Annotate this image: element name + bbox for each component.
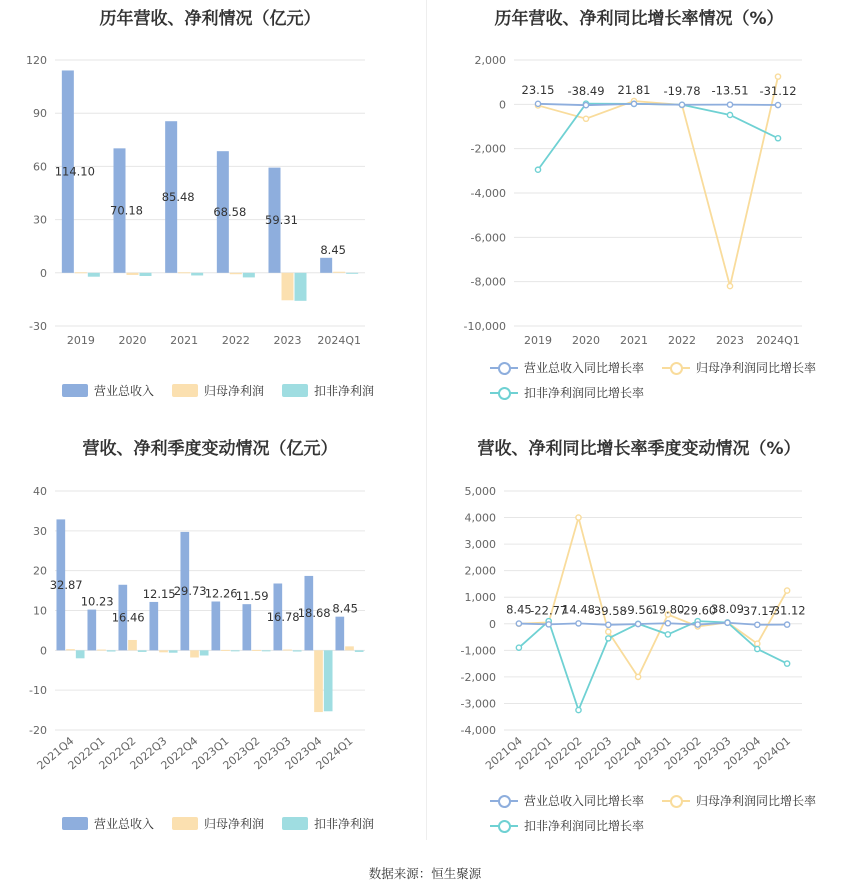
quarterly-growth-point-net-profit [755, 641, 760, 646]
quarterly-growth-point-deducted-profit [606, 636, 611, 641]
annual-growth-y-tick: -10,000 [463, 320, 506, 333]
data-source: 数据来源：恒生聚源 [368, 866, 482, 881]
quarterly-amount-bar-net-profit [221, 650, 230, 651]
quarterly-amount-bar-revenue [211, 601, 220, 650]
quarterly-amount-bar-deducted-profit [169, 650, 178, 652]
annual-amount-bar-deducted-profit [346, 273, 358, 274]
quarterly-amount-y-tick: 20 [33, 564, 47, 578]
quarterly-growth-data-label: -29.60 [679, 603, 717, 618]
quarterly-amount-y-tick: -10 [29, 684, 47, 698]
quarterly-growth-line-deducted-profit [519, 621, 787, 710]
quarterly-amount-bar-deducted-profit [107, 650, 116, 651]
quarterly-amount-data-label: 16.46 [111, 610, 145, 625]
quarterly-amount-data-label: 18.68 [297, 606, 331, 621]
quarterly-amount-bar-net-profit [252, 650, 261, 651]
quarterly-amount-bar-revenue [87, 610, 96, 651]
legend-q-revenue-growth-marker [490, 794, 518, 808]
quarterly-amount-data-label: 32.87 [49, 577, 83, 592]
quarterly-growth-y-tick: 4,000 [464, 511, 496, 525]
quarterly-amount-data-label: 29.73 [173, 584, 207, 599]
quarterly-amount-x-tick: 2023Q4 [282, 734, 325, 773]
quarterly-growth-point-revenue [516, 621, 521, 626]
quarterly-amount-y-tick: 0 [40, 644, 47, 658]
quarterly-growth-data-label: -37.17 [738, 603, 776, 618]
quarterly-growth-point-net-profit [606, 629, 611, 634]
quarterly-amount-bar-revenue [335, 617, 344, 651]
quarterly-amount-y-tick: 30 [33, 524, 47, 538]
quarterly-growth-x-tick: 2024Q1 [751, 734, 794, 773]
quarterly-amount-data-label: 16.78 [266, 609, 300, 624]
quarterly-amount-data-label: 12.15 [142, 586, 176, 601]
vertical-divider [426, 0, 427, 840]
quarterly-growth-data-label: 8.45 [506, 602, 532, 617]
quarterly-growth-point-revenue [785, 622, 790, 627]
legend-q-net-profit-growth-marker [662, 794, 690, 808]
annual-amount-bar-net-profit [178, 272, 190, 273]
annual-amount-bar-net-profit [230, 273, 242, 274]
legend-q-revenue[interactable] [62, 815, 154, 832]
quarterly-growth-x-tick: 2023Q2 [661, 734, 704, 773]
quarterly-amount-data-label: 12.26 [204, 586, 238, 601]
legend-q-revenue-growth-label: 营业总收入同比增长率 [524, 794, 645, 808]
quarterly-growth-data-label: 14.48 [562, 602, 595, 617]
quarterly-amount-x-tick: 2023Q1 [189, 734, 232, 773]
annual-growth-point-revenue [727, 102, 732, 107]
quarterly-amount-x-tick: 2023Q3 [251, 734, 294, 773]
legend-q-deducted-profit-growth-label: 扣非净利润同比增长率 [524, 819, 645, 833]
annual-growth-y-tick: 0 [499, 98, 506, 112]
quarterly-growth-point-net-profit [576, 515, 581, 520]
quarterly-amount-y-tick: 10 [33, 604, 47, 618]
annual-amount-bar-net-profit [282, 273, 294, 300]
legend-q-revenue-swatch [62, 817, 88, 830]
quarterly-growth-point-deducted-profit [516, 645, 521, 650]
legend-q-deducted-profit-label: 扣非净利润 [314, 817, 375, 831]
legend-net-profit-growth[interactable] [662, 359, 816, 376]
annual-amount-data-label: 114.10 [54, 164, 95, 179]
quarterly-amount-x-tick: 2024Q1 [313, 734, 356, 773]
annual-amount-data-label: 68.58 [213, 204, 247, 219]
annual-amount-bar-deducted-profit [140, 273, 152, 276]
annual-growth-point-deducted-profit [727, 112, 732, 117]
quarterly-amount-data-label: 8.45 [332, 601, 358, 616]
annual-amount-bar-deducted-profit [88, 273, 100, 277]
quarterly-amount-x-tick: 2022Q2 [96, 734, 139, 773]
legend-q-revenue-growth[interactable] [490, 792, 644, 809]
annual-amount-x-tick: 2024Q1 [317, 334, 361, 347]
annual-growth-y-tick: 2,000 [474, 54, 506, 67]
quarterly-amount-bar-deducted-profit [262, 650, 271, 651]
annual-growth-x-tick: 2021 [620, 334, 648, 347]
annual-growth-x-tick: 2023 [716, 334, 744, 347]
quarterly-growth-x-tick: 2021Q4 [483, 734, 525, 773]
quarterly-amount-x-tick: 2023Q2 [220, 734, 263, 773]
quarterly-growth-title: 营收、净利同比增长率季度变动情况（%） [477, 439, 801, 459]
legend-net-profit-label: 归母净利润 [204, 384, 265, 398]
legend-revenue[interactable] [62, 382, 154, 399]
annual-amount-bar-deducted-profit [295, 273, 307, 301]
quarterly-growth-line-revenue [519, 623, 787, 625]
quarterly-growth-point-revenue [665, 621, 670, 626]
annual-amount-bar-net-profit [333, 272, 345, 273]
legend-net-profit-growth-marker [662, 361, 690, 375]
quarterly-growth-point-deducted-profit [576, 707, 581, 712]
legend-deducted-profit-growth[interactable] [490, 384, 644, 401]
quarterly-growth-data-label: -39.58 [589, 603, 627, 618]
quarterly-growth-point-deducted-profit [755, 646, 760, 651]
annual-growth-y-tick: -6,000 [470, 231, 506, 245]
quarterly-amount-bar-net-profit [66, 649, 75, 650]
quarterly-growth-legend [490, 792, 830, 834]
quarterly-amount-bar-net-profit [190, 650, 199, 657]
quarterly-amount-data-label: 11.59 [235, 589, 269, 604]
quarterly-growth-y-tick: -1,000 [460, 644, 496, 658]
annual-amount-y-tick: 120 [26, 54, 47, 67]
annual-amount-title: 历年营收、净利情况（亿元） [99, 9, 321, 29]
annual-amount-panel [0, 0, 420, 410]
annual-growth-point-revenue [535, 101, 540, 106]
quarterly-growth-panel [428, 426, 850, 846]
quarterly-growth-y-tick: 0 [489, 617, 496, 631]
quarterly-growth-x-tick: 2022Q4 [602, 734, 645, 773]
legend-deducted-profit-swatch [282, 384, 308, 397]
annual-growth-point-deducted-profit [535, 167, 540, 172]
quarterly-growth-y-tick: 2,000 [464, 564, 496, 578]
quarterly-amount-x-tick: 2022Q3 [127, 734, 170, 773]
quarterly-amount-bar-net-profit [314, 650, 323, 712]
quarterly-amount-bar-revenue [242, 604, 251, 650]
annual-growth-y-tick: -4,000 [470, 187, 506, 200]
quarterly-growth-x-tick: 2022Q1 [512, 734, 555, 773]
quarterly-amount-y-tick: -20 [29, 724, 47, 737]
quarterly-amount-y-tick: 40 [33, 485, 47, 498]
quarterly-growth-point-revenue [576, 621, 581, 626]
annual-growth-data-label: -38.49 [567, 84, 605, 99]
quarterly-growth-x-tick: 2022Q2 [542, 734, 585, 773]
quarterly-growth-x-tick: 2023Q1 [632, 734, 674, 773]
quarterly-amount-bar-net-profit [345, 646, 354, 650]
legend-net-profit-growth-label: 归母净利润同比增长率 [696, 361, 817, 375]
annual-amount-data-label: 70.18 [110, 203, 143, 218]
legend-deducted-profit[interactable] [282, 382, 374, 399]
quarterly-amount-bar-net-profit [159, 650, 168, 652]
legend-net-profit[interactable] [172, 382, 264, 399]
quarterly-growth-chart [428, 426, 850, 806]
annual-growth-point-revenue [679, 102, 684, 107]
annual-growth-y-tick: -2,000 [470, 142, 506, 156]
annual-growth-panel [428, 0, 850, 410]
quarterly-growth-point-revenue [725, 620, 730, 625]
legend-q-deducted-profit-swatch [282, 817, 308, 830]
annual-growth-line-net-profit [538, 77, 778, 286]
quarterly-growth-x-tick: 2022Q3 [572, 734, 615, 773]
annual-amount-x-tick: 2023 [273, 334, 302, 347]
legend-revenue-label: 营业总收入 [94, 384, 155, 398]
annual-growth-x-tick: 2024Q1 [756, 334, 800, 347]
annual-growth-data-label: 21.81 [617, 82, 651, 97]
quarterly-amount-bar-deducted-profit [231, 650, 240, 651]
annual-growth-point-revenue [631, 101, 636, 106]
quarterly-growth-data-label: 38.09 [711, 601, 744, 616]
annual-growth-line-deducted-profit [538, 104, 778, 170]
quarterly-growth-y-tick: 1,000 [464, 591, 496, 605]
annual-growth-title: 历年营收、净利同比增长率情况（%） [494, 9, 784, 29]
annual-growth-data-label: -31.12 [759, 84, 797, 99]
annual-amount-x-tick: 2020 [118, 334, 147, 347]
annual-amount-bar-net-profit [127, 273, 139, 275]
quarterly-amount-bar-net-profit [283, 650, 292, 651]
quarterly-growth-point-revenue [546, 622, 551, 627]
quarterly-amount-bar-net-profit [97, 650, 106, 651]
annual-growth-y-tick: -8,000 [470, 275, 506, 289]
quarterly-growth-data-label: -9.56 [623, 603, 653, 618]
quarterly-growth-point-net-profit [636, 674, 641, 679]
quarterly-amount-bar-deducted-profit [138, 650, 147, 652]
quarterly-amount-bar-deducted-profit [355, 650, 364, 652]
quarterly-growth-data-label: 19.80 [651, 602, 685, 617]
quarterly-growth-point-net-profit [785, 588, 790, 593]
quarterly-amount-bar-net-profit [128, 640, 137, 650]
annual-amount-x-tick: 2022 [221, 334, 250, 347]
annual-amount-bar-deducted-profit [191, 273, 203, 276]
quarterly-amount-data-label: 10.23 [80, 594, 114, 609]
quarterly-growth-point-revenue [636, 621, 641, 626]
legend-deducted-profit-growth-marker [490, 386, 518, 400]
quarterly-amount-bar-deducted-profit [293, 650, 302, 651]
annual-amount-x-tick: 2019 [66, 334, 95, 347]
annual-amount-bar-deducted-profit [243, 273, 255, 278]
annual-amount-bar-net-profit [75, 272, 87, 273]
quarterly-amount-legend [62, 815, 374, 832]
annual-amount-data-label: 85.48 [161, 190, 195, 205]
quarterly-amount-x-tick: 2022Q1 [65, 734, 108, 773]
quarterly-amount-bar-deducted-profit [76, 650, 85, 658]
annual-amount-data-label: 59.31 [265, 213, 298, 228]
annual-amount-data-label: 8.45 [320, 242, 346, 257]
quarterly-amount-bar-deducted-profit [324, 650, 333, 711]
annual-amount-chart [0, 0, 420, 360]
quarterly-growth-data-label: -22.77 [530, 603, 568, 618]
annual-growth-x-tick: 2022 [668, 334, 696, 347]
legend-q-deducted-profit[interactable] [282, 815, 374, 832]
legend-q-net-profit-swatch [172, 817, 198, 830]
legend-revenue-growth[interactable] [490, 359, 644, 376]
annual-growth-point-revenue [583, 103, 588, 108]
quarterly-amount-bar-revenue [149, 602, 158, 650]
annual-amount-legend [62, 382, 374, 399]
annual-growth-data-label: -13.51 [711, 83, 749, 98]
quarterly-growth-y-tick: 5,000 [464, 485, 496, 498]
annual-amount-y-tick: 30 [33, 213, 47, 227]
quarterly-growth-x-tick: 2023Q4 [721, 734, 764, 773]
annual-growth-x-tick: 2020 [572, 334, 600, 347]
quarterly-amount-title: 营收、净利季度变动情况（亿元） [82, 439, 338, 459]
legend-q-deducted-profit-growth[interactable] [490, 817, 644, 834]
annual-amount-bar-revenue [320, 258, 332, 273]
annual-growth-data-label: 23.15 [521, 82, 555, 97]
quarterly-growth-point-revenue [606, 622, 611, 627]
annual-growth-point-net-profit [583, 116, 588, 121]
legend-q-revenue-label: 营业总收入 [94, 817, 155, 831]
annual-amount-x-tick: 2021 [170, 334, 199, 347]
legend-revenue-swatch [62, 384, 88, 397]
legend-net-profit-swatch [172, 384, 198, 397]
quarterly-growth-point-deducted-profit [785, 661, 790, 666]
legend-q-net-profit-growth[interactable] [662, 792, 816, 809]
annual-growth-point-net-profit [727, 284, 732, 289]
annual-growth-line-revenue [538, 104, 778, 105]
annual-growth-data-label: -19.78 [663, 83, 701, 98]
annual-growth-point-net-profit [775, 74, 780, 79]
annual-growth-chart [428, 0, 850, 360]
quarterly-growth-point-revenue [755, 622, 760, 627]
quarterly-amount-chart [0, 426, 420, 806]
quarterly-growth-point-revenue [695, 622, 700, 627]
annual-amount-y-tick: 90 [33, 107, 47, 121]
quarterly-amount-bar-deducted-profit [200, 650, 209, 655]
quarterly-growth-point-deducted-profit [665, 632, 670, 637]
legend-revenue-growth-label: 营业总收入同比增长率 [524, 361, 645, 375]
quarterly-growth-y-tick: -3,000 [460, 697, 496, 711]
legend-q-deducted-profit-growth-marker [490, 819, 518, 833]
legend-q-net-profit-growth-label: 归母净利润同比增长率 [696, 794, 817, 808]
quarterly-growth-y-tick: 3,000 [464, 538, 496, 552]
annual-growth-point-deducted-profit [775, 136, 780, 141]
quarterly-amount-panel [0, 426, 420, 846]
annual-amount-y-tick: 0 [40, 266, 47, 280]
quarterly-growth-y-tick: -2,000 [460, 670, 496, 684]
legend-q-net-profit-label: 归母净利润 [204, 817, 265, 831]
annual-amount-y-tick: 60 [33, 160, 47, 174]
annual-growth-point-revenue [775, 102, 780, 107]
quarterly-growth-x-tick: 2023Q3 [691, 734, 734, 773]
annual-growth-legend [490, 359, 830, 401]
legend-deducted-profit-growth-label: 扣非净利润同比增长率 [524, 386, 645, 400]
quarterly-growth-data-label: -31.12 [768, 603, 806, 618]
legend-revenue-growth-marker [490, 361, 518, 375]
legend-q-net-profit[interactable] [172, 815, 264, 832]
quarterly-growth-y-tick: -4,000 [460, 724, 496, 737]
annual-growth-x-tick: 2019 [524, 334, 552, 347]
legend-deducted-profit-label: 扣非净利润 [314, 384, 375, 398]
quarterly-amount-x-tick: 2022Q4 [158, 734, 201, 773]
quarterly-amount-x-tick: 2021Q4 [34, 734, 77, 773]
annual-amount-y-tick: -30 [29, 320, 47, 333]
